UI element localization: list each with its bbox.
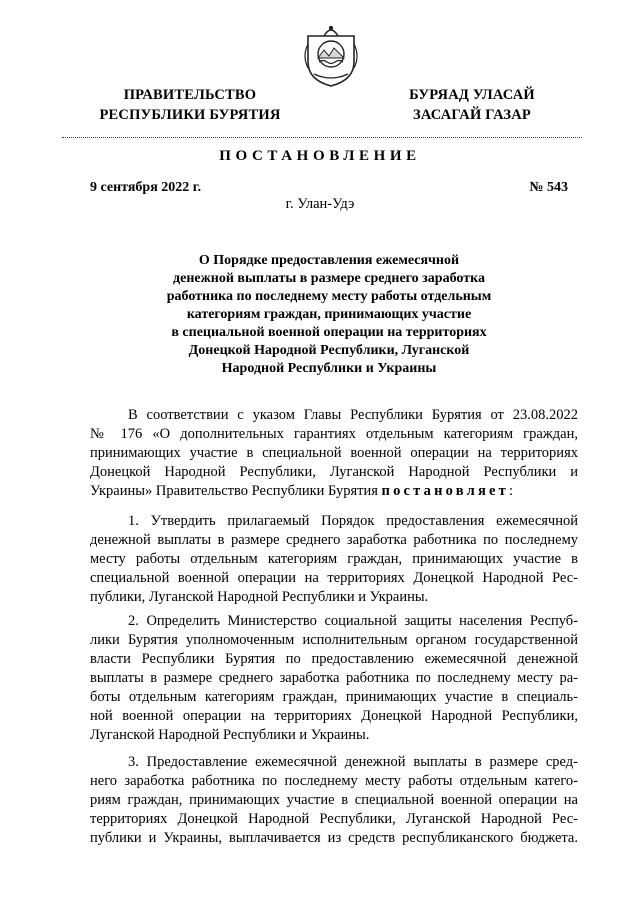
title-line: О Порядке предоставления ежемесячной: [198, 253, 460, 268]
document-type: ПОСТАНОВЛЕНИЕ: [219, 148, 421, 164]
government-name-russian: [90, 85, 290, 125]
paragraph-line: лики Бурятия уполномоченным исполнительным органом государственной: [90, 632, 578, 648]
title-line: работника по последнему месту работы отдельным: [166, 289, 492, 304]
header-left-line: ПРАВИТЕЛЬСТВО: [123, 87, 257, 103]
header-divider: [62, 137, 582, 138]
paragraph-line: публики, Луганской Народной Республики и Украины.: [90, 589, 429, 605]
paragraph-line: выплаты в размере среднего заработка работника по последнему месту ра-: [90, 670, 578, 686]
paragraph-line: 3. Предоставление ежемесячной денежной выплаты в размере сред-: [128, 754, 578, 770]
header-left-line: РЕСПУБЛИКИ БУРЯТИЯ: [99, 107, 281, 123]
paragraph-line: денежной выплаты в размере среднего заработка работника по последнему: [90, 532, 578, 548]
paragraph-line: 2. Определить Министерство социальной защиты населения Респуб-: [128, 613, 578, 629]
title-line: Донецкой Народной Республики, Луганской: [188, 343, 470, 358]
resolves-word: постановляет: [381, 483, 509, 499]
paragraph-line: Луганской Народной Республики и Украины.: [90, 727, 370, 743]
paragraph-line: боты отдельным категориям граждан, принимающих участие в специаль-: [90, 689, 578, 705]
paragraph-line: В соответствии с указом Главы Республики Бурятия от 23.08.2022: [128, 407, 578, 423]
document-title: [90, 252, 568, 378]
clause-2-paragraph: [90, 612, 578, 745]
paragraph-line: власти Республики Бурятия по предоставлению ежемесячной денежной: [90, 651, 578, 667]
paragraph-line: 1. Утвердить прилагаемый Порядок предоставления ежемесячной: [128, 513, 578, 529]
clause-3-paragraph: [90, 753, 578, 848]
paragraph-line: № 176 «О дополнительных гарантиях отдельным категориям граждан,: [90, 426, 578, 442]
preamble-paragraph: [90, 406, 578, 501]
paragraph-line: Донецкой Народной Республики, Луганской Народной Республики и: [90, 464, 578, 480]
header-right-line: ЗАСАГАЙ ГАЗАР: [413, 107, 531, 123]
paragraph-line: специальной военной операции на территориях Донецкой Народной Рес-: [90, 570, 578, 586]
republic-of-buryatia-coat-of-arms-icon: [302, 22, 360, 88]
paragraph-line: месту работы отдельным категориям граждан, принимающих участие в: [90, 551, 578, 567]
title-line: денежной выплаты в размере среднего заработка: [173, 271, 485, 286]
title-line: Народной Республики и Украины: [221, 361, 437, 376]
document-date: 9 сентября 2022 г.: [90, 180, 202, 195]
paragraph-line: территориях Донецкой Народной Республики, Луганской Народной Рес-: [90, 811, 578, 827]
paragraph-line: риям граждан, принимающих участие в специальной военной операции на: [90, 792, 578, 808]
clause-1-paragraph: [90, 512, 578, 607]
document-city: г. Улан-Удэ: [285, 196, 355, 212]
paragraph-line: принимающих участие в специальной военной операции на территориях: [90, 445, 578, 461]
document-number: № 543: [529, 180, 568, 195]
paragraph-line: публики и Украины, выплачивается из средств республиканского бюджета.: [90, 830, 578, 846]
paragraph-line: него заработка работника по последнему месту работы отдельным катего-: [90, 773, 578, 789]
preamble-text: Украины» Правительство Республики Бурятия: [90, 483, 382, 499]
paragraph-line: ной военной операции на территориях Донецкой Народной Республики,: [90, 708, 578, 724]
title-line: в специальной военной операции на территориях: [171, 325, 487, 340]
header-right-line: БУРЯАД УЛАСАЙ: [409, 87, 535, 103]
government-name-buryat: [392, 85, 552, 125]
preamble-colon: :: [508, 483, 513, 499]
title-line: категориям граждан, принимающих участие: [186, 307, 472, 322]
paragraph-line: [90, 482, 578, 501]
